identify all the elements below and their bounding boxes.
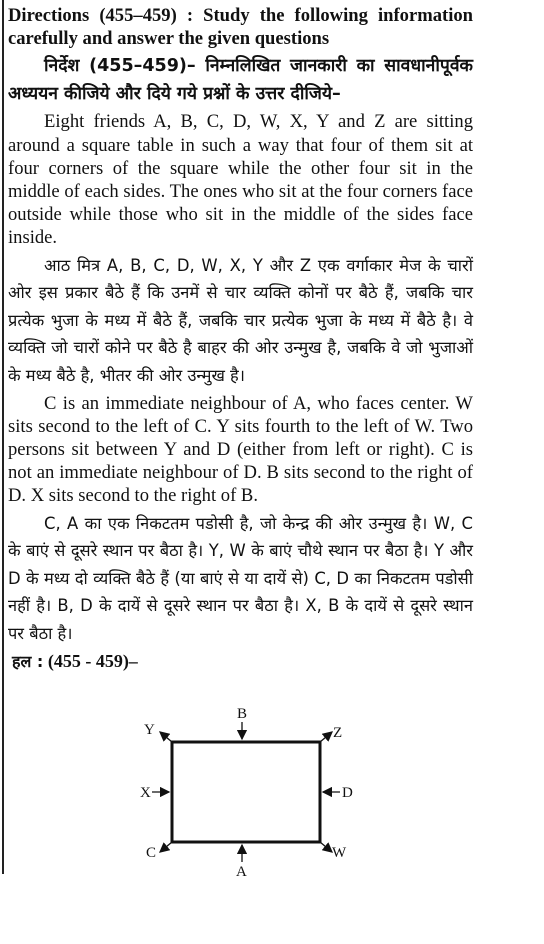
paragraph-1-hindi: आठ मित्र A, B, C, D, W, X, Y और Z एक वर्गाकार मेज के चारों ओर इस प्रकार बैठे हैं कि उनमें से चार व्यक्ति कोनों पर बैठे हैं, जबकि चार प्रत्येक भुजा के मध्य में बैठे हैं, जबकि चार प्रत्येक भुजा के मध्य में बैठे है। वे व्यक्ति जो चारों कोने पर बैठे है बाहर की ओर उन्मुख है, जबकि वे जो भुजाओं के मध्य बैठे है, भीतर की ओर उन्मुख है। [8, 255, 473, 385]
solution-range: (455 - 459)– [47, 650, 138, 671]
label-bottom-middle: A [236, 864, 247, 880]
arrow-bottom-right [320, 842, 332, 852]
square-table [172, 742, 320, 842]
paragraph-2-english: C is an immediate neighbour of A, who faces center. W sits second to the left of C. Y sits fourth to the left of W. Two persons sit between Y and D (either from left or right). C is not an immediate neighbour of D. B sits second to the right of D. X sits second to the right of B. [8, 392, 473, 507]
arrow-top-right [320, 732, 332, 742]
paragraph-1-english: Eight friends A, B, C, D, W, X, Y and Z are sitting around a square table in such a way that four of them sit at four corners of the square while the other four sit in the middle of each sides. The ones who sit at the four corners face outside while those who sit in the middle of the sides face inside. [8, 111, 473, 249]
question-page [8, 4, 473, 672]
arrow-top-left [160, 732, 172, 742]
paragraph-2-hindi: C, A का एक निकटतम पडोसी है, जो केन्द्र की ओर उन्मुख है। W, C के बाएं से दूसरे स्थान पर बैठा है। Y, W के बाएं चौथे स्थान पर बैठा है। Y और D के मध्य दो व्यक्ति बैठे हैं (या बाएं से या दायें से) C, D का निकटतम पडोसी नहीं है। B, D के दायें से दूसरे स्थान पर बैठा है। X, B के दायें से दूसरे स्थान पर बैठा है। [8, 513, 473, 643]
solution-heading [12, 650, 473, 672]
solution-label: हल : [12, 651, 44, 671]
directions-hindi: निर्देश (455–459)– निम्नलिखित जानकारी का सावधानीपूर्वक अध्ययन कीजिये और दिये गये प्रश्नों के उत्तर दीजिये– [8, 56, 473, 105]
label-bottom-left: C [146, 845, 157, 861]
label-left-middle: X [140, 785, 151, 801]
label-bottom-right: W [332, 845, 347, 861]
seating-diagram [120, 700, 360, 880]
left-margin-rule [2, 0, 4, 874]
label-top-right: Z [333, 725, 343, 741]
label-top-left: Y [144, 722, 155, 738]
label-right-middle: D [342, 785, 353, 801]
directions-english: Directions (455–459) : Study the following information carefully and answer the given questions [8, 5, 473, 50]
arrow-bottom-left [160, 842, 172, 852]
label-top-middle: B [237, 706, 248, 722]
